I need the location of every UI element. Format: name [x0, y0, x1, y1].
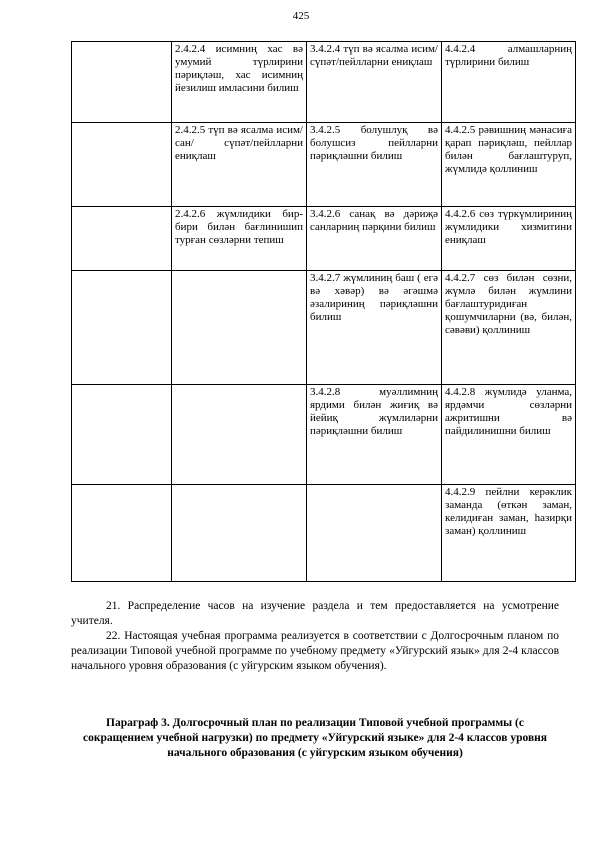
table-cell: 4.4.2.4 алмашларниң түрлирини билиш	[442, 42, 576, 123]
table-row	[72, 123, 576, 207]
table-cell	[72, 271, 172, 385]
table-cell	[172, 271, 307, 385]
table-row	[72, 271, 576, 385]
paragraph-21: 21. Распределение часов на изучение раздела и тем предоставляется на усмотрение учителя.	[71, 600, 559, 627]
table-cell	[72, 485, 172, 582]
table-cell	[72, 42, 172, 123]
table-row	[72, 42, 576, 123]
table-cell: 4.4.2.9 пейлни керәклик заманда (өткән заман, келидиған заман, һазирқи заман) қоллиниш	[442, 485, 576, 582]
table-cell: 2.4.2.6 жүмлидики бир-бири билән бағлинишип турған сөзләрни тепиш	[172, 207, 307, 271]
table-cell: 3.4.2.5 болушлуқ вә болушсиз пейлларни пәриқләшни билиш	[307, 123, 442, 207]
table-cell: 2.4.2.5 түп вә ясалма исим/ сан/ сүпәт/пейлларни ениқлаш	[172, 123, 307, 207]
table-row	[72, 207, 576, 271]
table-cell	[307, 485, 442, 582]
paragraph-22: 22. Настоящая учебная программа реализуется в соответствии с Долгосрочным планом по реализации Типовой учебной программе по учебному предмету «Уйгурский язык» для 2-4 классов начального уровня образования (с уйгурским языком обучения).	[71, 630, 559, 672]
table-cell	[172, 385, 307, 485]
table-cell	[72, 385, 172, 485]
table-cell: 3.4.2.7 жүмлиниң баш ( егә вә хәвәр) вә әгәшмә әзалириниң пәриқләшни билиш	[307, 271, 442, 385]
body-text	[71, 599, 559, 674]
table-cell: 3.4.2.4 түп вә ясалма исим/сүпәт/пейлларни ениқлаш	[307, 42, 442, 123]
table-cell	[172, 485, 307, 582]
table-cell: 4.4.2.5 рәвишниң мәнасиға қарап пәриқләш, пейллар билән бағлаштуруп, жүмлидә қоллиниш	[442, 123, 576, 207]
curriculum-table	[71, 41, 576, 582]
table-cell	[72, 123, 172, 207]
section-heading: Параграф 3. Долгосрочный план по реализации Типовой учебной программы (с сокращением учебной нагрузки) по предмету «Уйгурский языке» для 2-4 классов уровня начального образования (с уйгурским языком обучения)	[82, 717, 548, 759]
table-cell: 3.4.2.6 санақ вә дәриҗә санларниң пәрқини билиш	[307, 207, 442, 271]
table-row	[72, 385, 576, 485]
table-cell: 4.4.2.8 жүмлидә уланма, ярдәмчи сөзләрни ажритишни вә пайдилинишни билиш	[442, 385, 576, 485]
table-cell: 4.4.2.6 сөз түркүмлириниң жүмлидики хизмитини ениқлаш	[442, 207, 576, 271]
table-cell: 3.4.2.8 муәллимниң ярдими билән жиғиқ вә йейиқ жүмлиләрни пәриқләшни билиш	[307, 385, 442, 485]
page-number: 425	[292, 10, 310, 22]
table-row	[72, 485, 576, 582]
table-cell	[72, 207, 172, 271]
table-cell: 4.4.2.7 сөз билән сөзни, жүмлә билән жүмлини бағлаштуридиған қошумчиларни (вә, билән, сәвәви) қоллиниш	[442, 271, 576, 385]
table-cell: 2.4.2.4 исимниң хас вә умумий түрлирини пәриқләш, хас исимниң йезилиш имласини билиш	[172, 42, 307, 123]
